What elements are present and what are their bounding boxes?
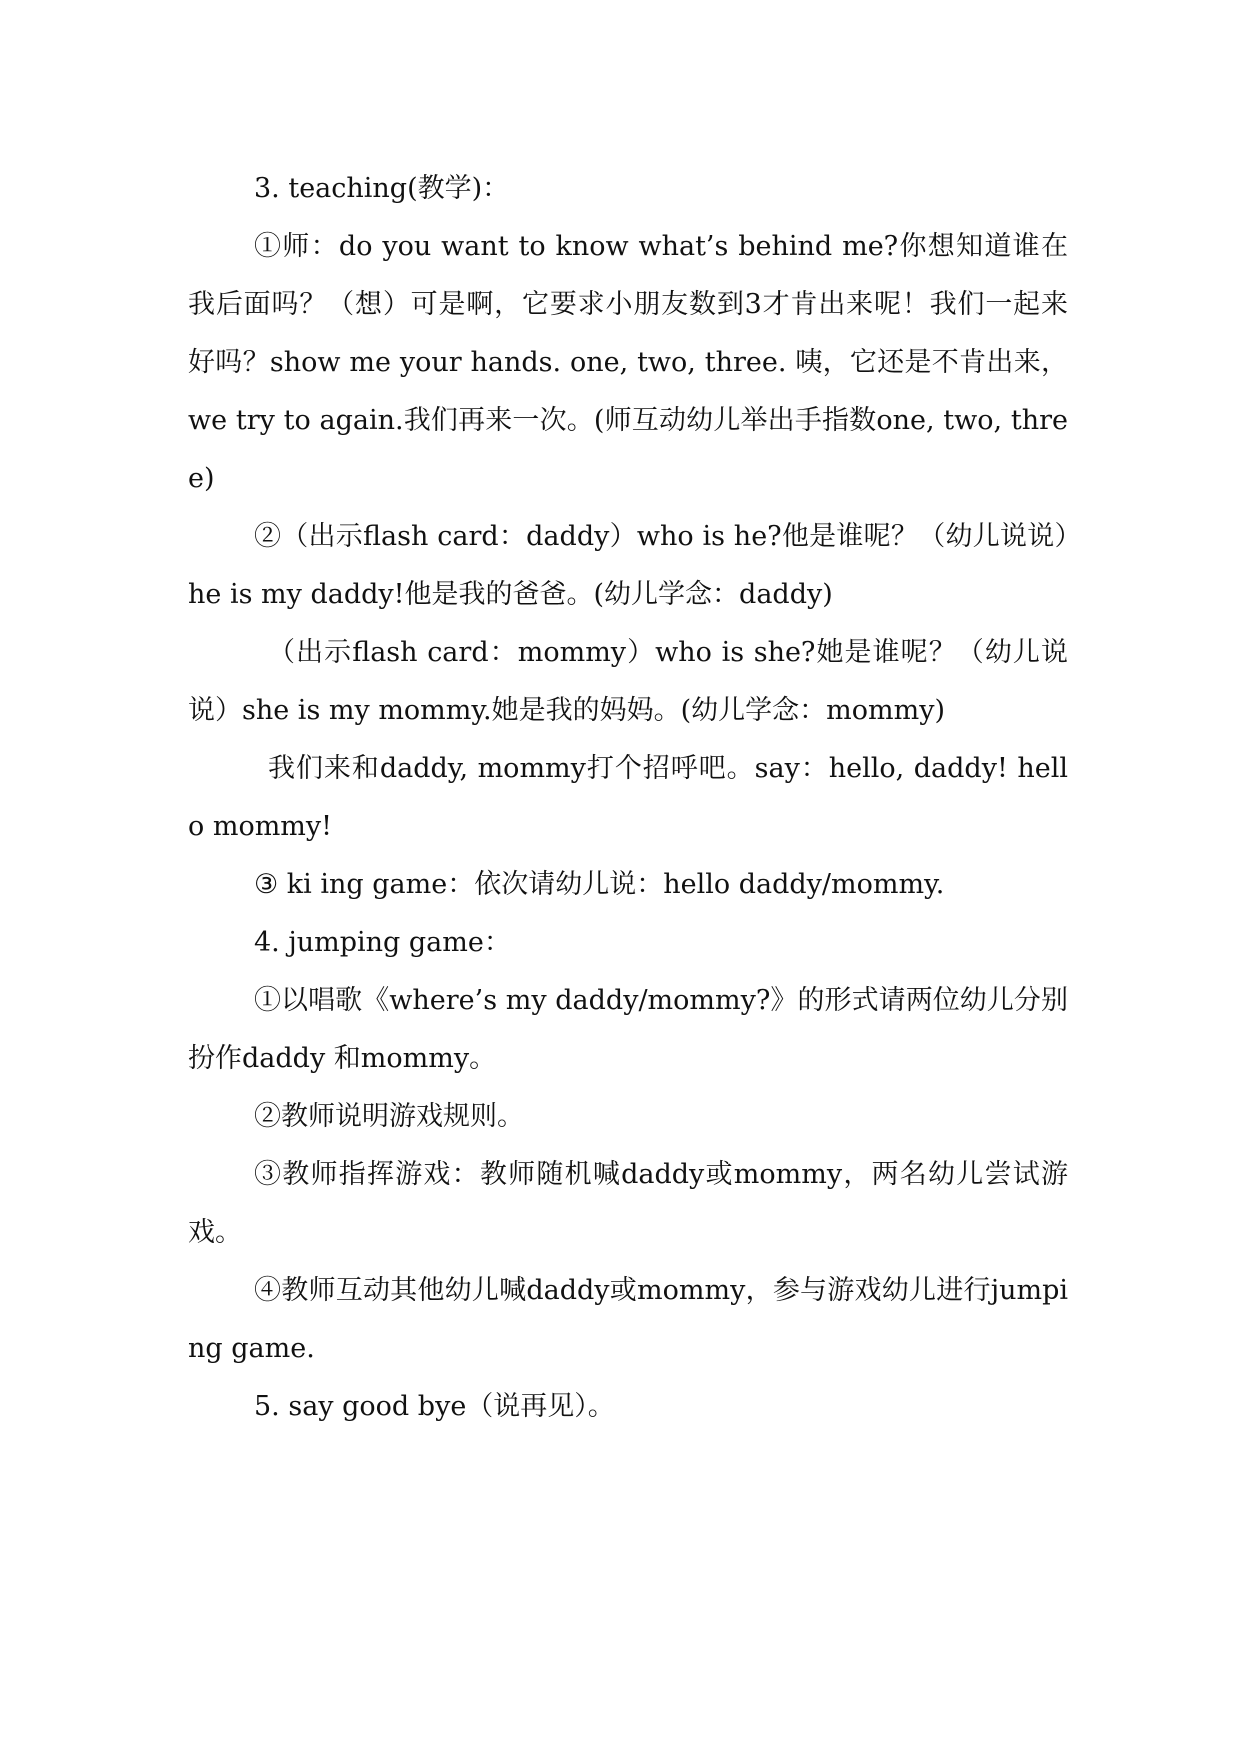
paragraph-step-2-daddy: ②（出示flash card：daddy）who is he?他是谁呢？（幼儿说说）he is my daddy!他是我的爸爸。(幼儿学念：daddy): [188, 521, 1068, 610]
paragraph-jumping-step-1: ①以唱歌《where’s my daddy/mommy?》的形式请两位幼儿分别扮作daddy 和mommy。: [188, 985, 1068, 1074]
document-body: [188, 160, 1068, 1436]
paragraph-jumping-step-3: ③教师指挥游戏：教师随机喊daddy或mommy，两名幼儿尝试游戏。: [188, 1159, 1068, 1248]
section-heading-teaching: 3. teaching(教学)：: [254, 173, 510, 204]
paragraph-jumping-step-4: ④教师互动其他幼儿喊daddy或mommy，参与游戏幼儿进行jumping game.: [188, 1275, 1068, 1364]
section-heading-jumping-game: 4. jumping game：: [254, 927, 511, 958]
paragraph-step-1: ①师：do you want to know what’s behind me?你想知道谁在我后面吗？（想）可是啊，它要求小朋友数到3才肯出来呢！我们一起来好吗？show me your hands. one, two, three. 咦，它还是不肯出来，we try to again.我们再来一次。(师互动幼儿举出手指数one, two, three): [188, 231, 1068, 494]
paragraph-mommy-card: （出示flash card：mommy）who is she?她是谁呢？（幼儿说说）she is my mommy.她是我的妈妈。(幼儿学念：mommy): [188, 637, 1068, 726]
section-heading-goodbye: 5. say good bye（说再见）。: [254, 1391, 615, 1422]
paragraph-jumping-step-2: ②教师说明游戏规则。: [254, 1101, 524, 1132]
paragraph-greeting: 我们来和daddy, mommy打个招呼吧。say：hello, daddy! hello mommy!: [188, 753, 1068, 842]
paragraph-step-3-game: ③ ki ing game：依次请幼儿说：hello daddy/mommy.: [254, 869, 945, 900]
